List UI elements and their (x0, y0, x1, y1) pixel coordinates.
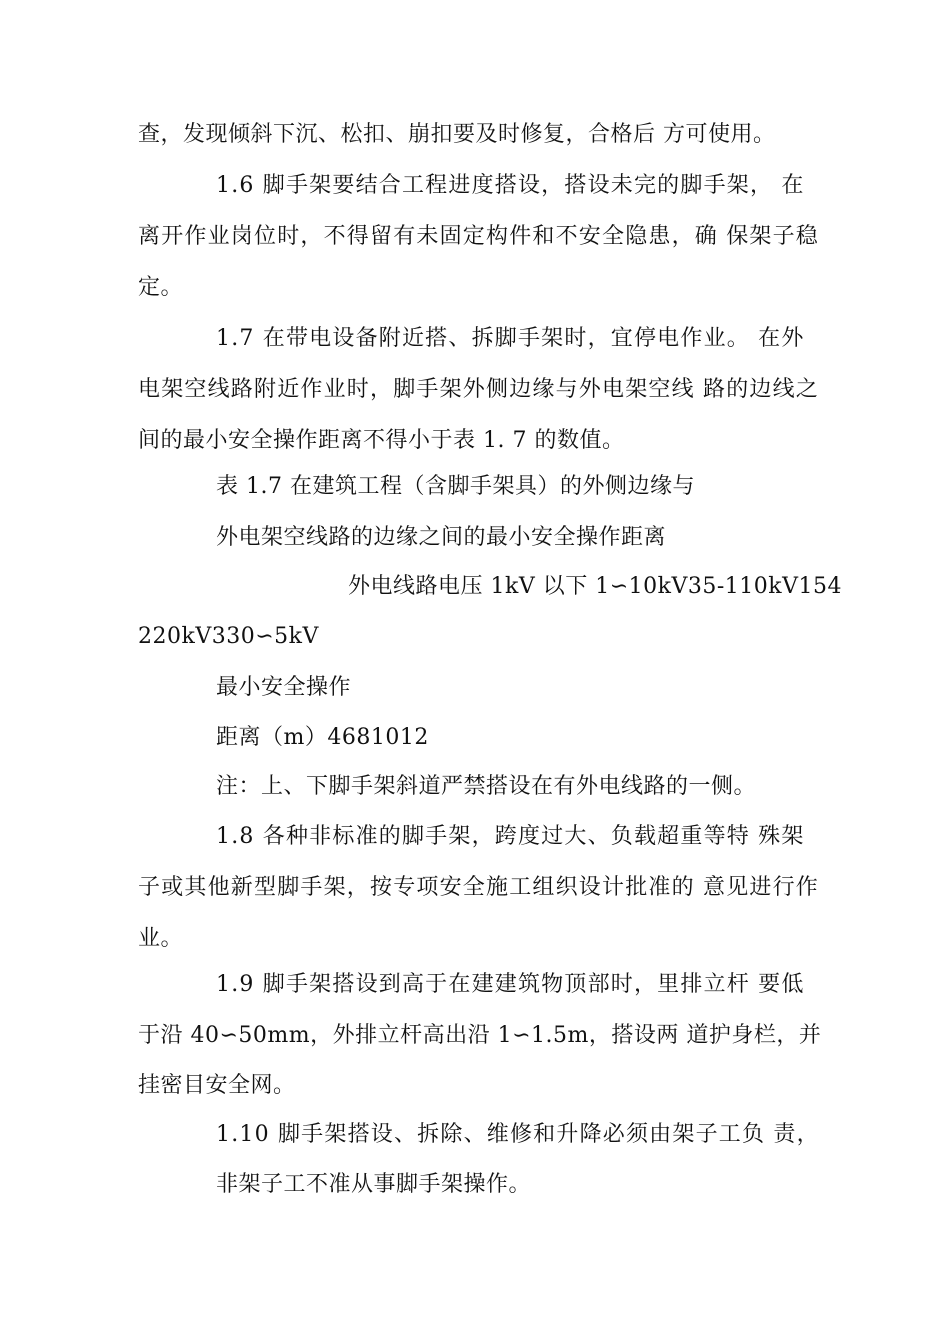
text-line: 定。 (138, 275, 184, 300)
text-line: 1.8 各种非标准的脚手架，跨度过大、负载超重等特 殊架 (216, 824, 805, 849)
table-caption-line: 外电架空线路的边缘之间的最小安全操作距离 (216, 525, 667, 550)
text-line: 业。 (138, 926, 184, 951)
table-row-values: 距离（m）4681012 (216, 725, 429, 750)
table-header-line: 220kV330∽5kV (138, 624, 319, 649)
text-line: 于沿 40∽50mm，外排立杆高出沿 1∽1.5m，搭设两 道护身栏，并 (138, 1023, 822, 1048)
table-row-label: 最小安全操作 (216, 675, 352, 700)
note-line: 注：上、下脚手架斜道严禁搭设在有外电线路的一侧。 (216, 774, 757, 799)
text-line: 离开作业岗位时，不得留有未固定构件和不安全隐患，确 保架子稳 (138, 224, 819, 249)
text-line: 1.6 脚手架要结合工程进度搭设，搭设未完的脚手架， 在 (216, 173, 805, 198)
table-header-line: 外电线路电压 1kV 以下 1∽10kV35-110kV154 (348, 574, 842, 599)
text-line: 1.7 在带电设备附近搭、拆脚手架时，宜停电作业。 在外 (216, 326, 805, 351)
text-line: 非架子工不准从事脚手架操作。 (216, 1172, 532, 1197)
table-caption-line: 表 1.7 在建筑工程（含脚手架具）的外侧边缘与 (216, 474, 695, 499)
text-line: 电架空线路附近作业时，脚手架外侧边缘与外电架空线 路的边线之 (138, 377, 819, 402)
text-line: 1.10 脚手架搭设、拆除、维修和升降必须由架子工负 责， (216, 1122, 820, 1147)
text-line: 挂密目安全网。 (138, 1073, 296, 1098)
text-line: 查，发现倾斜下沉、松扣、崩扣要及时修复，合格后 方可使用。 (138, 122, 776, 147)
text-line: 间的最小安全操作距离不得小于表 1. 7 的数值。 (138, 428, 625, 453)
text-line: 子或其他新型脚手架，按专项安全施工组织设计批准的 意见进行作 (138, 875, 819, 900)
text-line: 1.9 脚手架搭设到高于在建建筑物顶部时，里排立杆 要低 (216, 972, 805, 997)
